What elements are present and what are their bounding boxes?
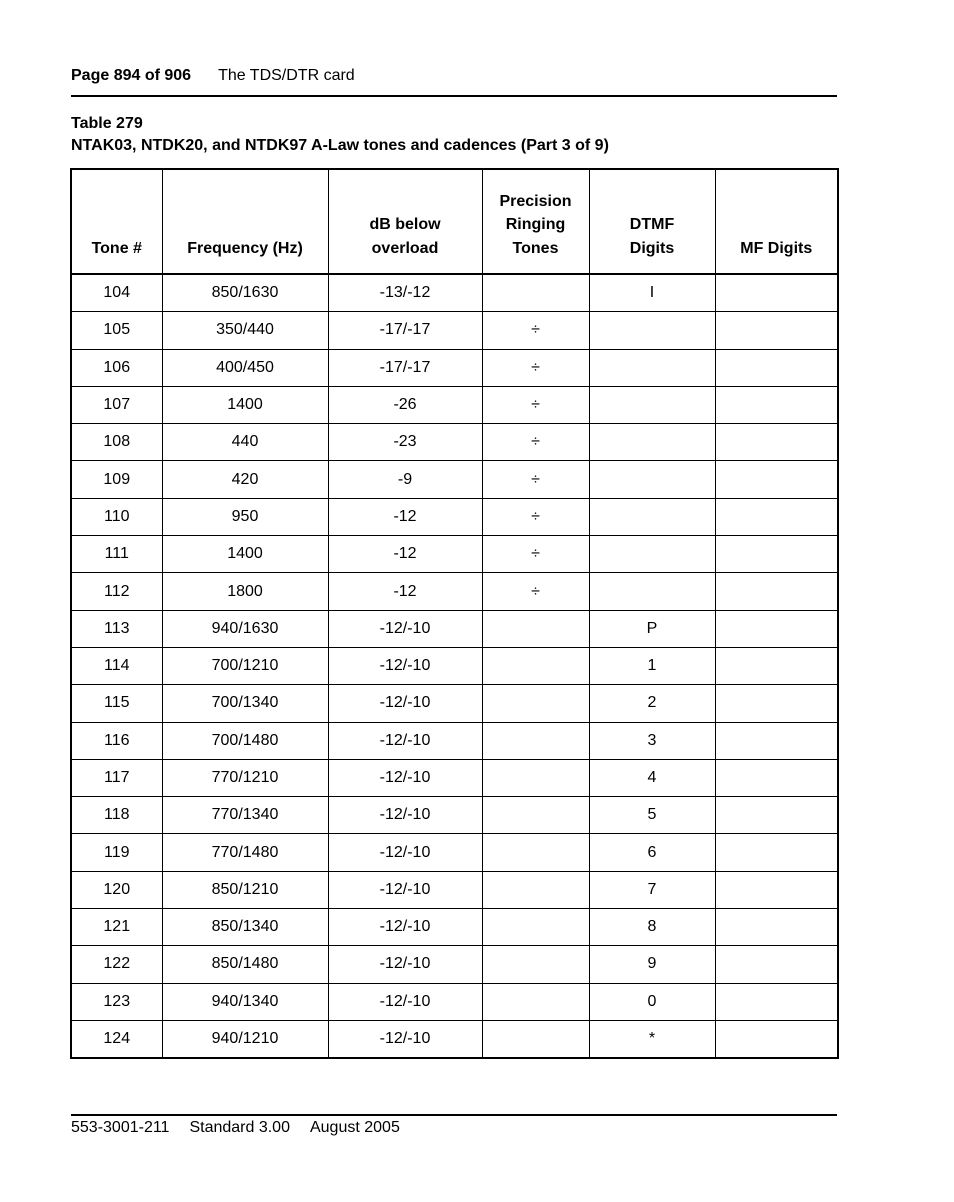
db-below-overload-cell: -12 <box>328 536 482 573</box>
frequency-cell: 700/1210 <box>162 647 328 684</box>
tones-table <box>70 168 839 1059</box>
col-header-precision-ringing-tones <box>482 169 589 274</box>
table-header-row <box>71 169 838 274</box>
frequency-cell: 950 <box>162 498 328 535</box>
tone-number-cell: 110 <box>71 498 162 535</box>
mf-digit-cell <box>715 722 838 759</box>
mf-digit-cell <box>715 685 838 722</box>
precision-ringing-cell <box>482 647 589 684</box>
col-header-db-text: dB below overload <box>369 216 441 257</box>
table-row <box>71 722 838 759</box>
table-row <box>71 797 838 834</box>
frequency-cell: 850/1480 <box>162 946 328 983</box>
db-below-overload-cell: -26 <box>328 386 482 423</box>
dtmf-digit-cell <box>589 536 715 573</box>
frequency-cell: 940/1340 <box>162 983 328 1020</box>
frequency-cell: 440 <box>162 424 328 461</box>
db-below-overload-cell: -12/-10 <box>328 834 482 871</box>
dtmf-digit-cell <box>589 573 715 610</box>
db-below-overload-cell: -23 <box>328 424 482 461</box>
col-header-db-below-overload <box>328 169 482 274</box>
mf-digit-cell <box>715 871 838 908</box>
frequency-cell: 770/1340 <box>162 797 328 834</box>
publication-date: August 2005 <box>309 1119 400 1136</box>
header-rule <box>71 95 837 97</box>
frequency-cell: 770/1210 <box>162 759 328 796</box>
dtmf-digit-cell <box>589 349 715 386</box>
mf-digit-cell <box>715 647 838 684</box>
table-row <box>71 834 838 871</box>
table-title: NTAK03, NTDK20, and NTDK97 A-Law tones and cadences (Part 3 of 9) <box>71 137 609 154</box>
footer-rule <box>71 1114 837 1116</box>
table-row <box>71 274 838 312</box>
mf-digit-cell <box>715 797 838 834</box>
dtmf-digit-cell <box>589 424 715 461</box>
tone-number-cell: 108 <box>71 424 162 461</box>
mf-digit-cell <box>715 759 838 796</box>
dtmf-digit-cell: 7 <box>589 871 715 908</box>
dtmf-digit-cell: 8 <box>589 909 715 946</box>
col-header-frequency: Frequency (Hz) <box>162 169 328 274</box>
db-below-overload-cell: -12 <box>328 573 482 610</box>
db-below-overload-cell: -12/-10 <box>328 909 482 946</box>
dtmf-digit-cell <box>589 386 715 423</box>
frequency-cell: 1400 <box>162 386 328 423</box>
dtmf-digit-cell: 2 <box>589 685 715 722</box>
standard-version: Standard 3.00 <box>189 1119 290 1136</box>
tone-number-cell: 123 <box>71 983 162 1020</box>
table-row <box>71 349 838 386</box>
db-below-overload-cell: -12/-10 <box>328 1020 482 1058</box>
table-row <box>71 1020 838 1058</box>
document-number: 553-3001-211 <box>71 1119 170 1136</box>
table-row <box>71 573 838 610</box>
precision-ringing-cell: ÷ <box>482 424 589 461</box>
table-row <box>71 461 838 498</box>
dtmf-digit-cell: 5 <box>589 797 715 834</box>
frequency-cell: 770/1480 <box>162 834 328 871</box>
precision-ringing-cell: ÷ <box>482 536 589 573</box>
dtmf-digit-cell <box>589 312 715 349</box>
mf-digit-cell <box>715 424 838 461</box>
mf-digit-cell <box>715 498 838 535</box>
precision-ringing-cell <box>482 722 589 759</box>
tone-number-cell: 107 <box>71 386 162 423</box>
db-below-overload-cell: -12/-10 <box>328 647 482 684</box>
dtmf-digit-cell: 1 <box>589 647 715 684</box>
frequency-cell: 700/1480 <box>162 722 328 759</box>
dtmf-digit-cell: 0 <box>589 983 715 1020</box>
dtmf-digit-cell: 3 <box>589 722 715 759</box>
table-row <box>71 685 838 722</box>
db-below-overload-cell: -12/-10 <box>328 685 482 722</box>
table-row <box>71 647 838 684</box>
dtmf-digit-cell: 9 <box>589 946 715 983</box>
tone-number-cell: 117 <box>71 759 162 796</box>
mf-digit-cell <box>715 834 838 871</box>
db-below-overload-cell: -12 <box>328 498 482 535</box>
tone-number-cell: 124 <box>71 1020 162 1058</box>
frequency-cell: 850/1630 <box>162 274 328 312</box>
precision-ringing-cell <box>482 797 589 834</box>
tone-number-cell: 120 <box>71 871 162 908</box>
tone-number-cell: 106 <box>71 349 162 386</box>
mf-digit-cell <box>715 573 838 610</box>
frequency-cell: 1800 <box>162 573 328 610</box>
dtmf-digit-cell: I <box>589 274 715 312</box>
table-row <box>71 759 838 796</box>
tone-number-cell: 115 <box>71 685 162 722</box>
precision-ringing-cell: ÷ <box>482 312 589 349</box>
page-footer <box>71 1118 400 1138</box>
precision-ringing-cell <box>482 983 589 1020</box>
precision-ringing-cell <box>482 871 589 908</box>
db-below-overload-cell: -12/-10 <box>328 871 482 908</box>
tone-number-cell: 112 <box>71 573 162 610</box>
precision-ringing-cell <box>482 946 589 983</box>
table-row <box>71 498 838 535</box>
page-number: Page 894 of 906 <box>71 67 192 84</box>
tone-number-cell: 122 <box>71 946 162 983</box>
db-below-overload-cell: -12/-10 <box>328 797 482 834</box>
mf-digit-cell <box>715 946 838 983</box>
precision-ringing-cell <box>482 909 589 946</box>
precision-ringing-cell: ÷ <box>482 461 589 498</box>
table-row <box>71 871 838 908</box>
mf-digit-cell <box>715 274 838 312</box>
db-below-overload-cell: -13/-12 <box>328 274 482 312</box>
db-below-overload-cell: -12/-10 <box>328 759 482 796</box>
col-header-dtmf-text: DTMF Digits <box>629 216 675 257</box>
frequency-cell: 420 <box>162 461 328 498</box>
tone-number-cell: 114 <box>71 647 162 684</box>
tone-number-cell: 116 <box>71 722 162 759</box>
table-row <box>71 386 838 423</box>
tone-number-cell: 118 <box>71 797 162 834</box>
precision-ringing-cell <box>482 1020 589 1058</box>
table-row <box>71 946 838 983</box>
tone-number-cell: 111 <box>71 536 162 573</box>
db-below-overload-cell: -12/-10 <box>328 983 482 1020</box>
db-below-overload-cell: -9 <box>328 461 482 498</box>
mf-digit-cell <box>715 349 838 386</box>
table-row <box>71 312 838 349</box>
dtmf-digit-cell <box>589 461 715 498</box>
col-header-tone: Tone # <box>71 169 162 274</box>
col-header-mf-digits: MF Digits <box>715 169 838 274</box>
dtmf-digit-cell: 4 <box>589 759 715 796</box>
frequency-cell: 940/1210 <box>162 1020 328 1058</box>
precision-ringing-cell: ÷ <box>482 498 589 535</box>
tone-number-cell: 104 <box>71 274 162 312</box>
dtmf-digit-cell: * <box>589 1020 715 1058</box>
precision-ringing-cell: ÷ <box>482 386 589 423</box>
tone-number-cell: 121 <box>71 909 162 946</box>
mf-digit-cell <box>715 461 838 498</box>
frequency-cell: 850/1340 <box>162 909 328 946</box>
db-below-overload-cell: -12/-10 <box>328 722 482 759</box>
frequency-cell: 400/450 <box>162 349 328 386</box>
table-row <box>71 983 838 1020</box>
table-caption <box>71 113 609 157</box>
dtmf-digit-cell: P <box>589 610 715 647</box>
dtmf-digit-cell: 6 <box>589 834 715 871</box>
page-header <box>71 66 355 86</box>
frequency-cell: 940/1630 <box>162 610 328 647</box>
tone-number-cell: 113 <box>71 610 162 647</box>
mf-digit-cell <box>715 312 838 349</box>
db-below-overload-cell: -17/-17 <box>328 312 482 349</box>
dtmf-digit-cell <box>589 498 715 535</box>
col-header-dtmf-digits <box>589 169 715 274</box>
table-body <box>71 274 838 1058</box>
mf-digit-cell <box>715 610 838 647</box>
table-number: Table 279 <box>71 115 143 132</box>
mf-digit-cell <box>715 536 838 573</box>
tone-number-cell: 109 <box>71 461 162 498</box>
mf-digit-cell <box>715 909 838 946</box>
precision-ringing-cell: ÷ <box>482 573 589 610</box>
tone-number-cell: 105 <box>71 312 162 349</box>
precision-ringing-cell <box>482 274 589 312</box>
db-below-overload-cell: -12/-10 <box>328 946 482 983</box>
table-row <box>71 909 838 946</box>
mf-digit-cell <box>715 1020 838 1058</box>
precision-ringing-cell <box>482 685 589 722</box>
document-title: The TDS/DTR card <box>218 67 355 84</box>
db-below-overload-cell: -17/-17 <box>328 349 482 386</box>
mf-digit-cell <box>715 983 838 1020</box>
frequency-cell: 850/1210 <box>162 871 328 908</box>
precision-ringing-cell <box>482 610 589 647</box>
frequency-cell: 1400 <box>162 536 328 573</box>
table-row <box>71 610 838 647</box>
frequency-cell: 700/1340 <box>162 685 328 722</box>
db-below-overload-cell: -12/-10 <box>328 610 482 647</box>
table-row <box>71 424 838 461</box>
precision-ringing-cell: ÷ <box>482 349 589 386</box>
precision-ringing-cell <box>482 834 589 871</box>
tone-number-cell: 119 <box>71 834 162 871</box>
mf-digit-cell <box>715 386 838 423</box>
precision-ringing-cell <box>482 759 589 796</box>
table-row <box>71 536 838 573</box>
frequency-cell: 350/440 <box>162 312 328 349</box>
col-header-prt-text: Precision Ringing Tones <box>499 192 572 257</box>
